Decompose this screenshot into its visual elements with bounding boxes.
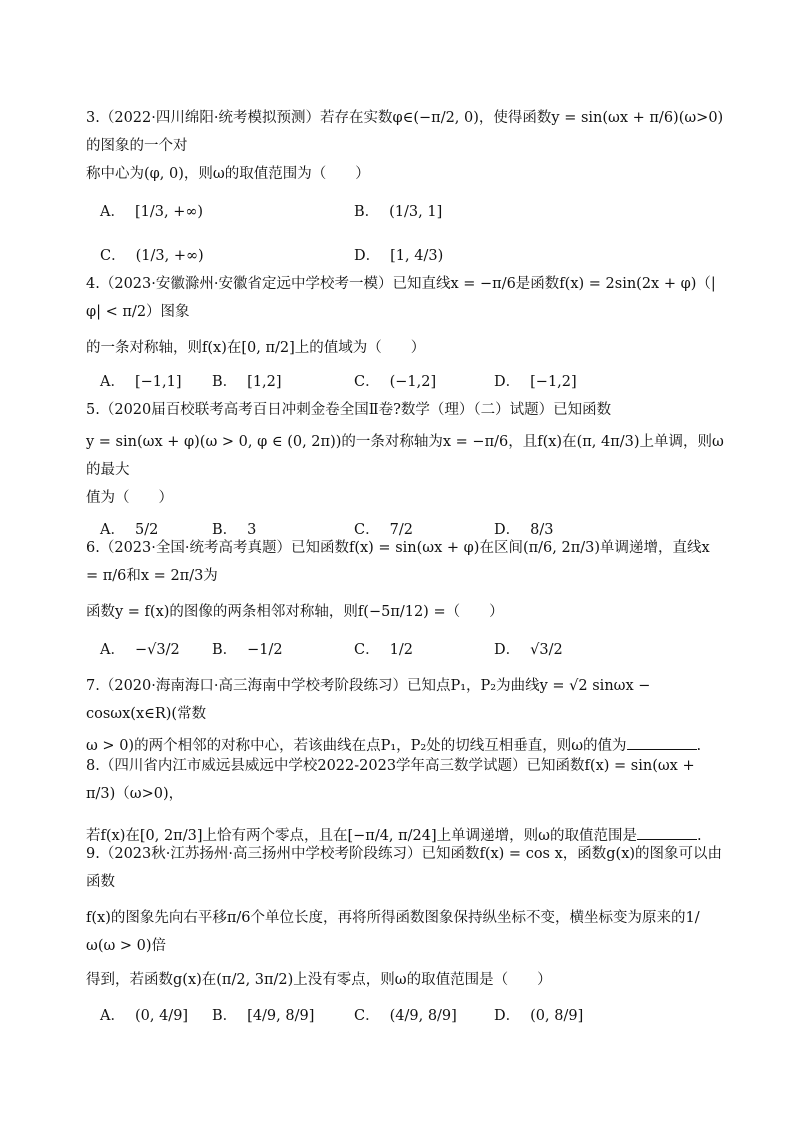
question-6-line-1: 6.（2023·全国·统考高考真题）已知函数f(x) = sin(ωx + φ)在区间(π/6, 2π/3)单调递增，直线x = π/6和x = 2π/3为 — [86, 540, 710, 584]
option-c[interactable]: C． 7/2 — [354, 522, 413, 538]
option-a[interactable]: A． [−1,1] — [100, 374, 182, 390]
option-a[interactable]: A． −√3/2 — [100, 642, 180, 658]
question-8-line-2: 若f(x)在[0, 2π/3]上恰有两个零点，且在[−π/4, π/24]上单调递增，则ω的取值范围是 . — [86, 822, 726, 850]
option-d[interactable]: D． √3/2 — [494, 642, 563, 658]
question-6-options — [86, 636, 726, 666]
option-c[interactable]: C． (−1,2] — [354, 374, 437, 390]
question-9-line-1: 9.（2023秋·江苏扬州·高三扬州中学校考阶段练习）已知函数f(x) = cos x，函数g(x)的图象可以由函数 — [86, 846, 723, 890]
question-7-line-1: 7.（2020·海南海口·高三海南中学校考阶段练习）已知点P₁，P₂为曲线y = √2 sinωx − cosωx(x∈R)(常数 — [86, 678, 651, 722]
question-3-line-1: 3.（2022·四川绵阳·统考模拟预测）若存在实数φ∈(−π/2, 0)，使得函数y = sin(ωx + π/6)(ω>0)的图象的一个对 — [86, 110, 724, 154]
option-d[interactable]: D． [1, 4/3) — [354, 248, 444, 264]
question-5-line-2: y = sin(ωx + φ)(ω > 0, φ ∈ (0, 2π))的一条对称轴为x = −π/6，且f(x)在(π, 4π/3)上单调，则ω的最大 — [86, 434, 724, 478]
option-a[interactable]: A． (0, 4/9] — [100, 1008, 189, 1024]
question-7-line-2: ω > 0)的两个相邻的对称中心，若该曲线在点P₁，P₂处的切线互相垂直，则ω的值为 . — [86, 732, 726, 760]
question-3-options-row-1 — [86, 198, 726, 228]
option-b[interactable]: B． (1/3, 1] — [354, 204, 443, 220]
option-a[interactable]: A． [1/3, +∞) — [100, 204, 204, 220]
question-3-line-2: 称中心为(φ, 0)，则ω的取值范围为（ ） — [86, 166, 370, 182]
option-c[interactable]: C． 1/2 — [354, 642, 413, 658]
option-a[interactable]: A． 5/2 — [100, 522, 159, 538]
option-d[interactable]: D． [−1,2] — [494, 374, 577, 390]
question-3-options-row-2 — [86, 242, 726, 272]
question-6-line-2: 函数y = f(x)的图像的两条相邻对称轴，则f(−5π/12) =（ ） — [86, 604, 504, 620]
question-9-line-2: f(x)的图象先向右平移π/6个单位长度，再将所得函数图象保持纵坐标不变，横坐标变为原来的1/ω(ω > 0)倍 — [86, 910, 700, 954]
question-4-options — [86, 368, 726, 398]
question-9 — [86, 840, 726, 1032]
question-3 — [86, 104, 726, 272]
question-9-line-3: 得到，若函数g(x)在(π/2, 3π/2)上没有零点，则ω的取值范围是（ ） — [86, 972, 552, 988]
question-7 — [86, 672, 726, 760]
option-b[interactable]: B． [1,2] — [212, 374, 282, 390]
question-4-line-1: 4.（2023·安徽滁州·安徽省定远中学校考一模）已知直线x = −π/6是函数f(x) = 2sin(2x + φ)（|φ| < π/2）图象 — [86, 276, 716, 320]
question-8-line-1: 8.（四川省内江市威远县威远中学校2022-2023学年高三数学试题）已知函数f(x) = sin(ωx + π/3)（ω>0)， — [86, 758, 695, 802]
option-d[interactable]: D． 8/3 — [494, 522, 554, 538]
option-d[interactable]: D． (0, 8/9] — [494, 1008, 584, 1024]
question-4 — [86, 270, 726, 398]
option-c[interactable]: C． (1/3, +∞) — [100, 248, 204, 264]
question-6 — [86, 534, 726, 666]
option-b[interactable]: B． 3 — [212, 522, 257, 538]
question-9-options — [86, 1002, 726, 1032]
question-5-line-1: 5.（2020届百校联考高考百日冲刺金卷全国Ⅱ卷?数学（理）（二）试题）已知函数 — [86, 402, 612, 418]
question-8 — [86, 752, 726, 850]
answer-blank[interactable] — [637, 825, 697, 840]
answer-blank[interactable] — [627, 735, 697, 750]
question-5 — [86, 396, 726, 546]
question-5-line-3: 值为（ ） — [86, 490, 173, 506]
question-4-line-2: 的一条对称轴，则f(x)在[0, π/2]上的值域为（ ） — [86, 340, 426, 356]
option-b[interactable]: B． [4/9, 8/9] — [212, 1008, 315, 1024]
option-b[interactable]: B． −1/2 — [212, 642, 283, 658]
option-c[interactable]: C． (4/9, 8/9] — [354, 1008, 457, 1024]
